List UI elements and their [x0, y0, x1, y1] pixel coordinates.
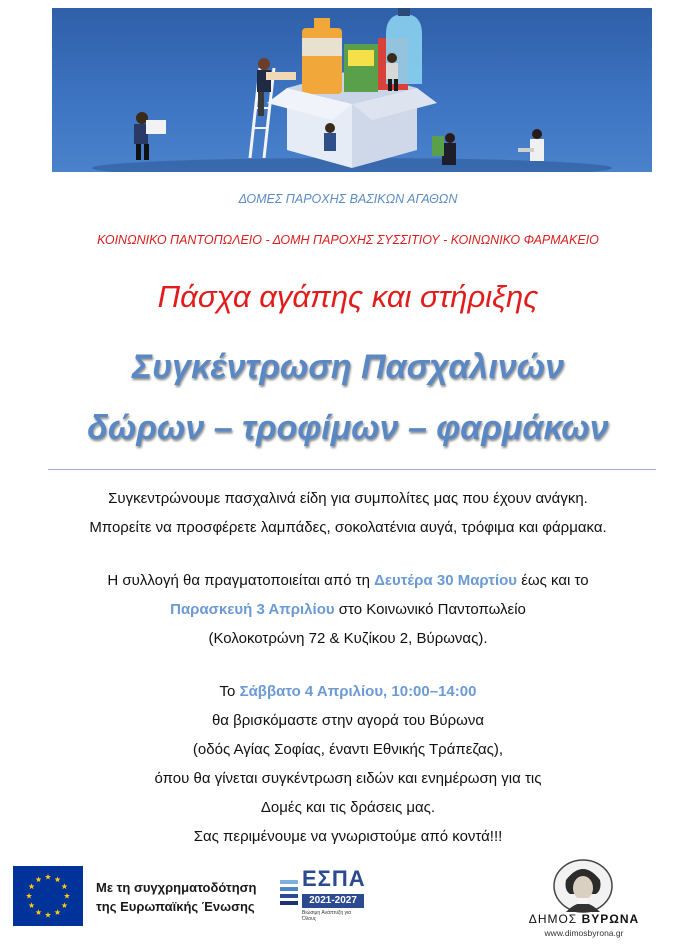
espa-stripes-icon — [280, 880, 300, 908]
municipality-name — [514, 912, 654, 926]
page-title: Πάσχα αγάπης και στήριξης — [157, 279, 539, 314]
eu-star-icon — [64, 893, 70, 899]
espa-years: 2021-2027 — [302, 894, 364, 908]
schedule-line1 — [0, 566, 696, 595]
event-line3: (οδός Αγίας Σοφίας, έναντι Εθνικής Τράπεζας), — [192, 741, 504, 758]
schedule-line2 — [0, 595, 696, 624]
schedule-start-date: Δευτέρα 30 Μαρτίου — [374, 572, 518, 589]
collection-heading-line1: Συγκέντρωση Πασχαλινών — [132, 348, 564, 386]
schedule-paragraph — [0, 566, 696, 653]
hero-illustration — [52, 8, 652, 172]
schedule-mid: έως και το — [517, 572, 589, 589]
espa-title: ΕΣΠΑ — [302, 866, 366, 891]
eu-star-icon — [26, 893, 32, 899]
municipality-prefix: ΔΗΜΟΣ — [528, 912, 582, 926]
eu-line2: της Ευρωπαϊκής Ένωσης — [96, 899, 255, 914]
intro-paragraph — [0, 484, 696, 542]
schedule-prefix: Η συλλογή θα πραγματοποιείται από τη — [107, 572, 375, 589]
event-line5: Δομές και τις δράσεις μας. — [260, 799, 436, 816]
event-line2: θα βρισκόμαστε στην αγορά του Βύρωνα — [211, 712, 485, 729]
schedule-end-date: Παρασκευή 3 Απριλίου — [170, 601, 335, 618]
event-line4: όπου θα γίνεται συγκέντρωση ειδών και ενημέρωση για τις — [154, 770, 542, 787]
event-line1 — [0, 677, 696, 706]
espa-tagline: Βιώσιμη Ανάπτυξη για Όλους — [302, 910, 352, 922]
services-subtitle: ΚΟΙΝΩΝΙΚΟ ΠΑΝΤΟΠΩΛΕΙΟ - ΔΟΜΗ ΠΑΡΟΧΗΣ ΣΥΣΣΙΤΙΟΥ - ΚΟΙΝΩΝΙΚΟ ΦΑΡΜΑΚΕΙΟ — [97, 233, 599, 247]
eu-star-icon — [35, 909, 41, 915]
eu-star-icon — [29, 902, 35, 908]
municipality-url: www.dimosbyrona.gr — [544, 928, 624, 938]
byron-portrait-icon — [552, 858, 614, 914]
event-datetime: Σάββατο 4 Απριλίου, 10:00–14:00 — [239, 683, 477, 700]
eu-star-icon — [29, 883, 35, 889]
divider — [48, 469, 656, 470]
eu-flag-icon — [13, 866, 83, 926]
eu-star-icon — [61, 883, 67, 889]
eu-stars — [13, 866, 83, 926]
eu-star-icon — [35, 876, 41, 882]
eu-star-icon — [45, 912, 51, 918]
eu-star-icon — [54, 909, 60, 915]
intro-line2: Μπορείτε να προσφέρετε λαμπάδες, σοκολατένια αυγά, τρόφιμα και φάρμακα. — [89, 519, 607, 536]
eu-star-icon — [45, 874, 51, 880]
event-prefix: Το — [219, 683, 240, 700]
eu-line1: Με τη συγχρηματοδότηση — [96, 880, 257, 895]
municipality-name-bold: ΒΥΡΩΝΑ — [581, 912, 640, 926]
intro-line1: Συγκεντρώνουμε πασχαλινά είδη για συμπολίτες μας που έχουν ανάγκη. — [108, 490, 588, 507]
eu-star-icon — [54, 876, 60, 882]
schedule-location: στο Κοινωνικό Παντοπωλείο — [334, 601, 526, 618]
footer-logos — [0, 858, 696, 948]
event-line6: Σας περιμένουμε να γνωριστούμε από κοντά!!! — [193, 828, 503, 845]
event-paragraph — [0, 677, 696, 851]
collection-heading-line2: δώρων – τροφίμων – φαρμάκων — [87, 409, 609, 447]
espa-logo — [280, 866, 364, 926]
schedule-address: (Κολοκοτρώνη 72 & Κυζίκου 2, Βύρωνας). — [208, 630, 488, 647]
eu-cofunding-text — [96, 878, 257, 916]
eu-star-icon — [61, 902, 67, 908]
donation-box-illustration — [52, 8, 652, 172]
municipality-logo — [514, 858, 654, 946]
structures-subtitle: ΔΟΜΕΣ ΠΑΡΟΧΗΣ ΒΑΣΙΚΩΝ ΑΓΑΘΩΝ — [238, 192, 458, 206]
